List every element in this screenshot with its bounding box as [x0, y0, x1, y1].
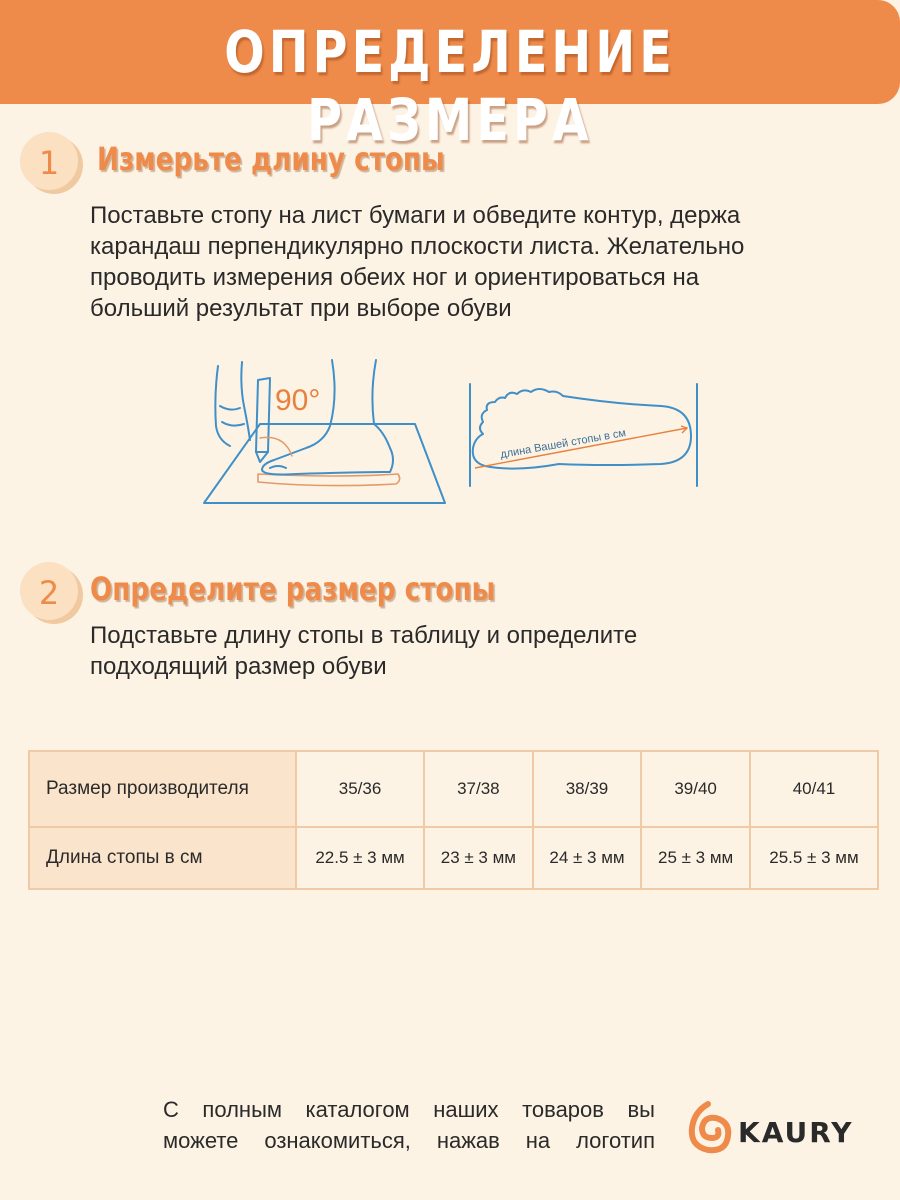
step-1-line: Поставьте стопу на лист бумаги и обведите контур, держа [90, 202, 741, 229]
header-banner [0, 0, 900, 154]
length-cell: 24 ± 3 мм [533, 827, 642, 889]
step-1-text [90, 200, 744, 324]
step-2-badge [20, 562, 78, 620]
row-header-size: Размер производителя [29, 751, 296, 827]
footer-line: С полным каталогом наших товаров вы [163, 1097, 655, 1122]
outline-label: длина Вашей стопы в см [499, 427, 627, 461]
size-cell: 37/38 [424, 751, 533, 827]
page-title: ОПРЕДЕЛЕНИЕ РАЗМЕРА [224, 18, 676, 154]
step-1-badge [20, 132, 78, 190]
step-2-line: подходящий размер обуви [90, 653, 387, 680]
foot-outline-illustration [465, 380, 710, 490]
logo-text[interactable]: KAURY [738, 1116, 854, 1149]
angle-label: 90° [275, 384, 321, 417]
step-2-text [90, 620, 637, 682]
foot-on-paper-illustration [200, 356, 450, 508]
footer-line: можете ознакомиться, нажав на логотип [163, 1128, 655, 1153]
size-cell: 38/39 [533, 751, 642, 827]
spiral-logo-icon[interactable] [684, 1100, 734, 1156]
row-header-length: Длина стопы в см [29, 827, 296, 889]
length-cell: 22.5 ± 3 мм [296, 827, 424, 889]
step-1-line: больший результат при выборе обуви [90, 295, 512, 322]
size-cell: 40/41 [750, 751, 878, 827]
footer-text [163, 1094, 655, 1156]
step-1-number: 1 [38, 144, 60, 182]
length-cell: 23 ± 3 мм [424, 827, 533, 889]
length-cell: 25 ± 3 мм [641, 827, 750, 889]
size-cell: 39/40 [641, 751, 750, 827]
step-1-line: проводить измерения обеих ног и ориентироваться на [90, 264, 700, 291]
table-row [29, 827, 878, 889]
length-cell: 25.5 ± 3 мм [750, 827, 878, 889]
size-table [28, 750, 879, 890]
size-cell: 35/36 [296, 751, 424, 827]
step-2-title: Определите размер стопы [90, 570, 496, 608]
table-row [29, 751, 878, 827]
step-2-number: 2 [38, 574, 60, 612]
step-1-line: карандаш перпендикулярно плоскости листа. Желательно [90, 233, 745, 260]
step-1-title: Измерьте длину стопы [97, 140, 445, 178]
step-2-line: Подставьте длину стопы в таблицу и определите [90, 622, 638, 649]
